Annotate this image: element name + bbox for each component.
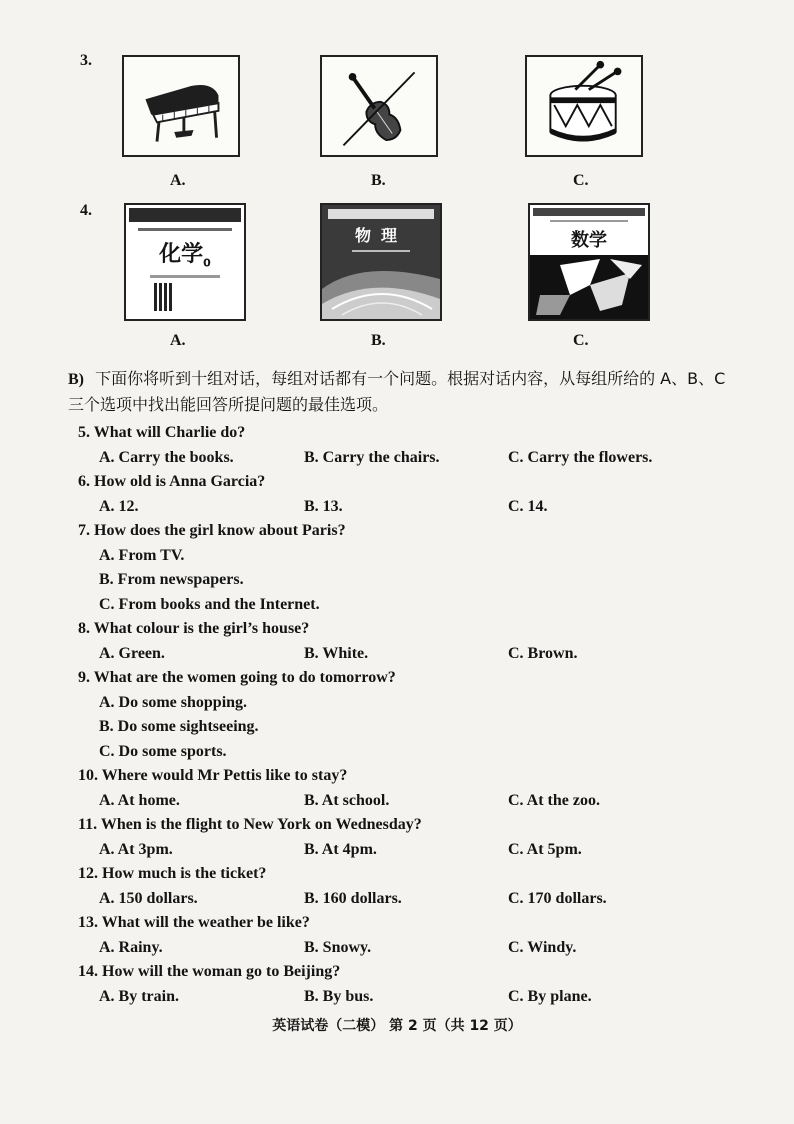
option-a-piano-image[interactable] [122,55,240,157]
answer-option[interactable]: B. 13. [304,497,343,515]
answer-option[interactable]: A. Carry the books. [99,448,234,466]
answer-option[interactable]: C. 14. [508,497,548,515]
answer-option[interactable]: C. From books and the Internet. [99,595,320,613]
question-text: 13. What will the weather be like? [78,914,310,931]
page-footer: 英语试卷（二模） 第 2 页（共 12 页） [272,1018,522,1034]
answer-option[interactable]: A. At home. [99,791,180,809]
book-title: 物理 [354,226,407,245]
book-graphic [322,249,440,319]
answer-option[interactable]: B. 160 dollars. [304,889,402,907]
answer-option[interactable]: A. 12. [99,497,139,515]
book-subtitle-line [550,220,628,222]
q4-option-a-label: A. [170,332,186,349]
answer-option[interactable]: B. Do some sightseeing. [99,718,259,735]
answer-option[interactable]: B. Carry the chairs. [304,448,440,466]
answer-option[interactable]: B. White. [304,644,369,662]
q4-option-b-label: B. [371,332,386,349]
section-b-tag: B) [68,371,84,388]
answer-option[interactable]: B. At school. [304,791,390,809]
answer-option[interactable]: B. Snowy. [304,938,372,956]
option-c-drum-image[interactable] [525,55,643,157]
answer-option[interactable]: B. From newspapers. [99,571,244,588]
question-text: 8. What colour is the girl’s house? [78,620,310,637]
question-text: 6. How old is Anna Garcia? [78,473,266,490]
book-title: 化学$_0$ [159,242,211,270]
question-text: 12. How much is the ticket? [78,865,267,882]
book-header-band [129,208,241,222]
question-text: 9. What are the women going to do tomorrow? [78,669,396,686]
drum-icon [527,57,641,155]
piano-icon [124,57,238,155]
section-b-instruction [68,366,728,417]
question-text: 10. Where would Mr Pettis like to stay? [78,767,348,784]
option-c-math-book[interactable] [528,203,650,321]
answer-option[interactable]: C. Windy. [508,938,577,956]
book-graphic [530,255,648,319]
question-text: 11. When is the flight to New York on Wednesday? [78,816,422,833]
section-b-text: 下面你将听到十组对话，每组对话都有一个问题。根据对话内容，从每组所给的 A、B、C 三个选项中找出能回答所提问题的最佳选项。 [68,369,726,414]
question-3-number: 3. [80,52,92,69]
q3-option-c-label: C. [573,172,589,189]
q4-option-c-label: C. [573,332,589,349]
book-header-band [533,208,645,216]
answer-option[interactable]: A. By train. [99,987,179,1005]
answer-option[interactable]: C. 170 dollars. [508,889,607,907]
answer-option[interactable]: C. Do some sports. [99,742,227,760]
question-text: 14. How will the woman go to Beijing? [78,963,341,980]
answer-option[interactable]: A. At 3pm. [99,840,173,858]
option-b-physics-book[interactable] [320,203,442,321]
violin-icon [322,57,436,155]
option-b-violin-image[interactable] [320,55,438,157]
answer-option[interactable]: B. By bus. [304,987,374,1005]
answer-option[interactable]: A. Do some shopping. [99,693,248,711]
question-4-number: 4. [80,202,92,219]
answer-option[interactable]: C. Brown. [508,644,578,662]
answer-option[interactable]: A. From TV. [99,546,185,564]
book-header-band [328,209,434,219]
answer-option[interactable]: B. At 4pm. [304,840,377,858]
question-text: 5. What will Charlie do? [78,424,246,441]
answer-option[interactable]: A. Rainy. [99,938,163,956]
book-graphic [154,283,172,311]
book-subtitle-line [138,228,232,231]
answer-option[interactable]: C. At the zoo. [508,791,600,809]
answer-option[interactable]: C. By plane. [508,987,592,1005]
book-author-line [150,275,220,278]
answer-option[interactable]: A. Green. [99,644,165,662]
book-title: 数学 [571,230,607,251]
answer-option[interactable]: A. 150 dollars. [99,889,198,907]
answer-option[interactable]: C. Carry the flowers. [508,448,653,466]
q3-option-b-label: B. [371,172,386,189]
q3-option-a-label: A. [170,172,186,189]
question-text: 7. How does the girl know about Paris? [78,522,346,539]
answer-option[interactable]: C. At 5pm. [508,840,582,858]
option-a-chemistry-book[interactable] [124,203,246,321]
